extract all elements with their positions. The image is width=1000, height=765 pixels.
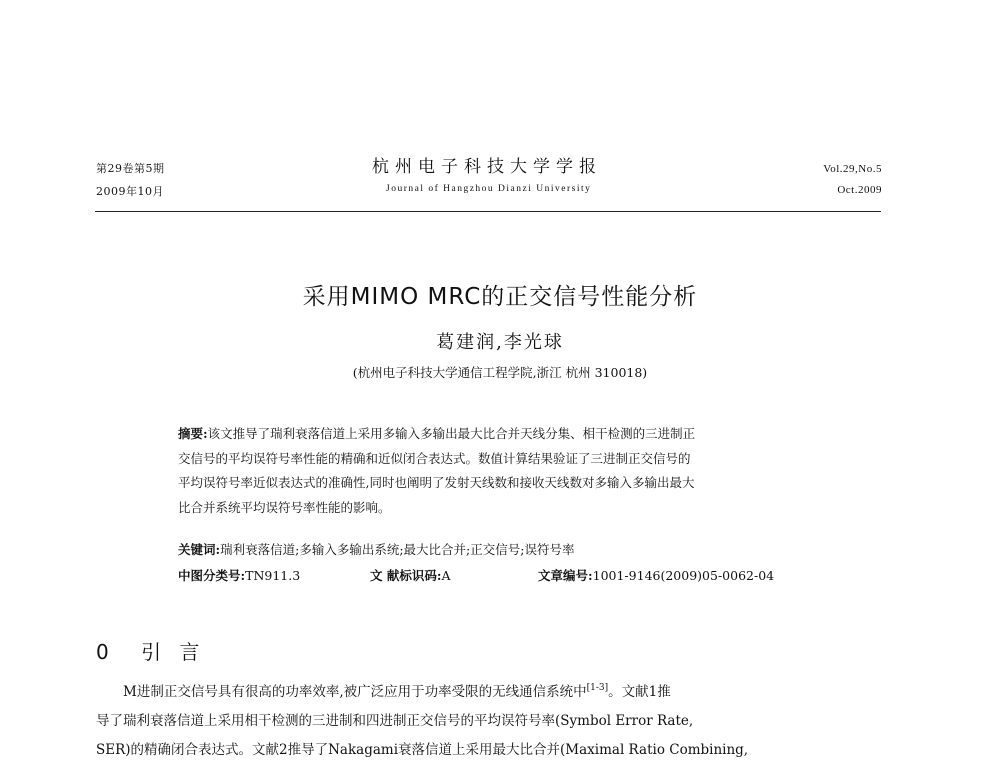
volume-issue-en: Vol.29,No.5: [823, 163, 882, 175]
abstract: [178, 422, 818, 520]
body-line: SER)的精确闭合表达式。文献2推导了Nakagami衰落信道上采用最大比合并(Maximal Ratio Combining,: [96, 742, 749, 758]
clc-number: 中图分类号:TN911.3: [178, 568, 301, 583]
body-line: M进制正交信号具有很高的功率效率,被广泛应用于功率受限的无线通信系统中[1-3]。文献1推: [123, 683, 671, 700]
header-rule: [95, 211, 881, 212]
volume-issue-cn: 第29卷第5期: [96, 162, 165, 175]
date-cn: 2009年10月: [96, 185, 164, 198]
keywords-row: [178, 540, 574, 558]
abstract-line: 交信号的平均误符号率性能的精确和近似闭合表达式。数值计算结果验证了三进制正交信号的: [178, 450, 691, 466]
abstract-label: 摘要:: [178, 426, 208, 441]
article-authors: 葛建润,李光球: [436, 332, 564, 353]
journal-name-en: Journal of Hangzhou Dianzi University: [386, 184, 592, 194]
abstract-line: 摘要:该文推导了瑞利衰落信道上采用多输入多输出最大比合并天线分集、相干检测的三进制正: [178, 426, 696, 441]
date-en: Oct.2009: [837, 184, 882, 196]
body-paragraph: [96, 678, 881, 765]
body-line: 导了瑞利衰落信道上采用相干检测的三进制和四进制正交信号的平均误符号率(Symbol Error Rate,: [96, 713, 694, 729]
article-affiliation: (杭州电子科技大学通信工程学院,浙江 杭州 310018): [352, 365, 648, 380]
keywords: 瑞利衰落信道;多输入多输出系统;最大比合并;正交信号;误符号率: [220, 542, 575, 557]
section-number: 0: [96, 640, 115, 664]
document-code: 文 献标识码:A: [370, 568, 451, 583]
abstract-line: 平均误符号率近似表达式的准确性,同时也阐明了发射天线数和接收天线数对多输入多输出最大: [178, 475, 695, 490]
article-number: 文章编号:1001-9146(2009)05-0062-04: [538, 568, 775, 583]
keywords-label: 关键词:: [178, 542, 221, 557]
journal-name-cn: 杭州电子科技大学学报: [372, 157, 602, 177]
article-title: 采用MIMO MRC的正交信号性能分析: [302, 284, 698, 310]
abstract-line: 比合并系统平均误符号率性能的影响。: [178, 499, 391, 515]
section-title: 引 言: [141, 640, 206, 664]
section-heading: [96, 636, 205, 665]
citation: [1-3]: [586, 683, 609, 693]
